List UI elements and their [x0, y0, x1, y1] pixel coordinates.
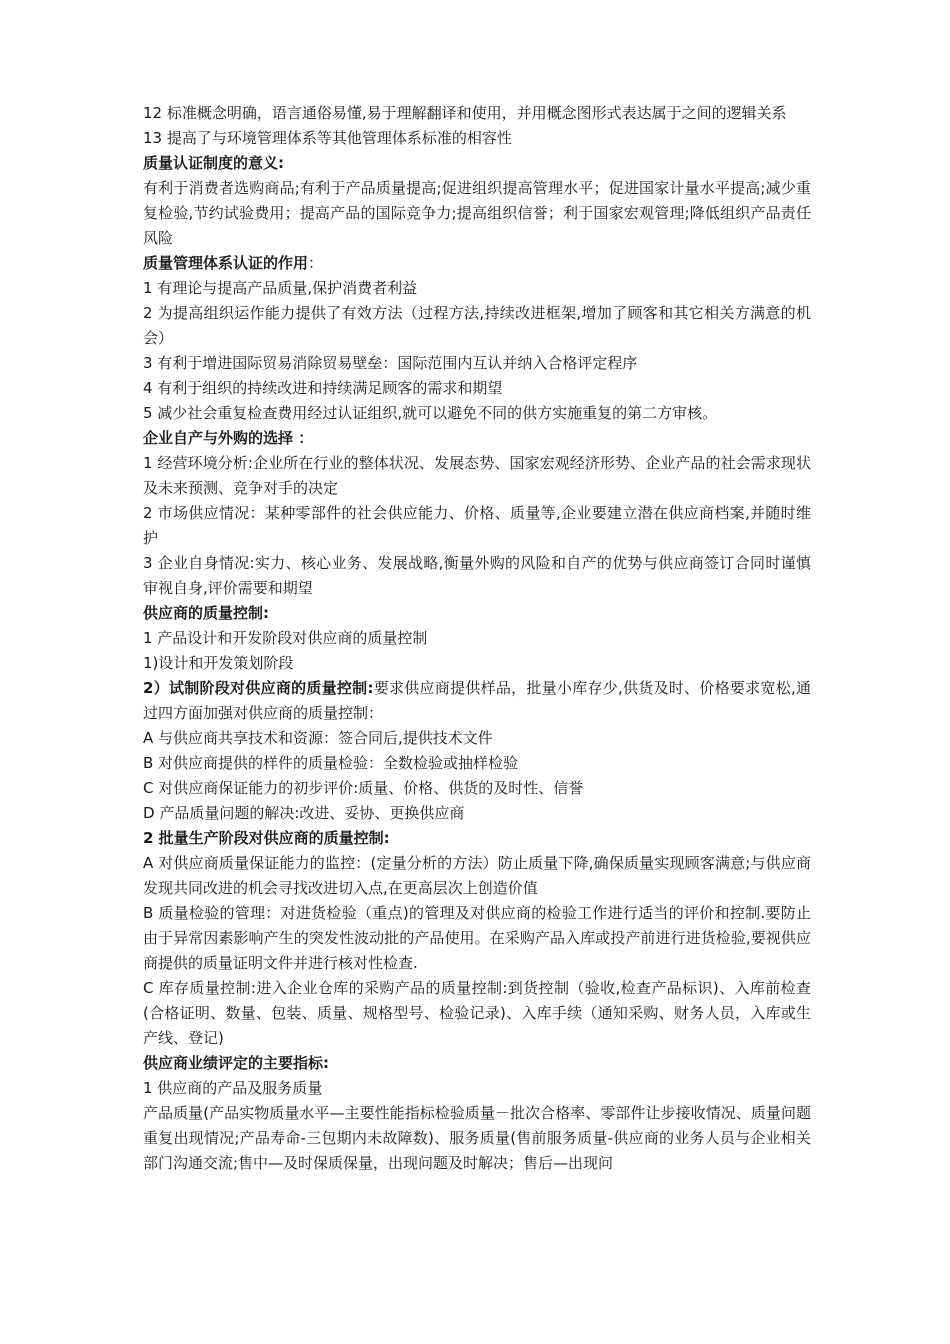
section-heading: 供应商业绩评定的主要指标: — [143, 1054, 329, 1072]
list-item: C 库存质量控制:进入企业仓库的采购产品的质量控制:到货控制（验收,检查产品标识)、入库前检查(合格证明、数量、包装、质量、规格型号、检验记录)、入库手续（通知采购、财务人员，入库或生产线、登记) — [143, 979, 811, 1047]
list-item: 1 供应商的产品及服务质量 — [143, 1079, 323, 1097]
section-heading: 2 批量生产阶段对供应商的质量控制: — [143, 829, 390, 847]
inline-text: 要求供应商提供样品，批量小库存少,供货及时、价格要求宽松,通过四方面加强对供应商的质量控制： — [143, 679, 812, 722]
inline-bold-heading: 2）试制阶段对供应商的质量控制: — [143, 679, 374, 697]
list-item: C 对供应商保证能力的初步评价:质量、价格、供货的及时性、信誉 — [143, 779, 584, 797]
list-item: A 对供应商质量保证能力的监控：(定量分析的方法）防止质量下降,确保质量实现顾客满意;与供应商发现共同改进的机会寻找改进切入点,在更高层次上创造价值 — [143, 854, 811, 897]
section-heading: 质量认证制度的意义: — [143, 154, 284, 172]
list-item: 5 减少社会重复检查费用经过认证组织,就可以避免不同的供方实施重复的第二方审核。 — [143, 404, 718, 422]
list-item: 3 企业自身情况:实力、核心业务、发展战略,衡量外购的风险和自产的优势与供应商签订合同时谨慎审视自身,评价需要和期望 — [143, 554, 811, 597]
list-item: 3 有利于增进国际贸易消除贸易壁垒：国际范围内互认并纳入合格评定程序 — [143, 354, 638, 372]
heading-bold-part: 质量管理体系认证的作用 — [143, 254, 309, 272]
paragraph: 有利于消费者选购商品;有利于产品质量提高;促进组织提高管理水平；促进国家计量水平提高;减少重复检验,节约试验费用；提高产品的国际竞争力;提高组织信誉；利于国家宏观管理;降低组织产品责任风险 — [143, 179, 811, 247]
list-item: D 产品质量问题的解决:改进、妥协、更换供应商 — [143, 804, 465, 822]
list-item: 2 市场供应情况：某种零部件的社会供应能力、价格、质量等,企业要建立潜在供应商档案,并随时维护 — [143, 504, 811, 547]
list-item — [143, 676, 811, 726]
paragraph: 13 提高了与环境管理体系等其他管理体系标准的相容性 — [143, 129, 512, 147]
heading-rest-part: ： — [308, 254, 324, 272]
list-item: 4 有利于组织的持续改进和持续满足顾客的需求和期望 — [143, 379, 503, 397]
list-item: 1)设计和开发策划阶段 — [143, 654, 294, 672]
list-item: B 质量检验的管理：对进货检验（重点)的管理及对供应商的检验工作进行适当的评价和控制.要防止由于异常因素影响产生的突发性波动批的产品使用。在采购产品入库或投产前进行进货检验,要视供应商提供的质量证明文件并进行核对性检查. — [143, 904, 811, 972]
section-heading: 供应商的质量控制: — [143, 604, 269, 622]
paragraph: 产品质量(产品实物质量水平—主要性能指标检验质量－批次合格率、零部件让步接收情况、质量问题重复出现情况;产品寿命-三包期内未故障数)、服务质量(售前服务质量-供应商的业务人员与企业相关部门沟通交流;售中—及时保质保量，出现问题及时解决；售后—出现问 — [143, 1104, 811, 1172]
section-heading — [143, 251, 811, 276]
section-heading: 企业自产与外购的选择 ： — [143, 429, 314, 447]
list-item: 1 经营环境分析:企业所在行业的整体状况、发展态势、国家宏观经济形势、企业产品的社会需求现状及未来预测、竞争对手的决定 — [143, 454, 811, 497]
list-item: 1 有理论与提高产品质量,保护消费者利益 — [143, 279, 418, 297]
list-item: 2 为提高组织运作能力提供了有效方法（过程方法,持续改进框架,增加了顾客和其它相关方满意的机会） — [143, 304, 811, 347]
document-page — [143, 101, 811, 1176]
list-item: A 与供应商共享技术和资源：签合同后,提供技术文件 — [143, 729, 493, 747]
list-item: 1 产品设计和开发阶段对供应商的质量控制 — [143, 629, 428, 647]
list-item: B 对供应商提供的样件的质量检验：全数检验或抽样检验 — [143, 754, 519, 772]
paragraph: 12 标准概念明确，语言通俗易懂,易于理解翻译和使用，并用概念图形式表达属于之间的逻辑关系 — [143, 104, 787, 122]
